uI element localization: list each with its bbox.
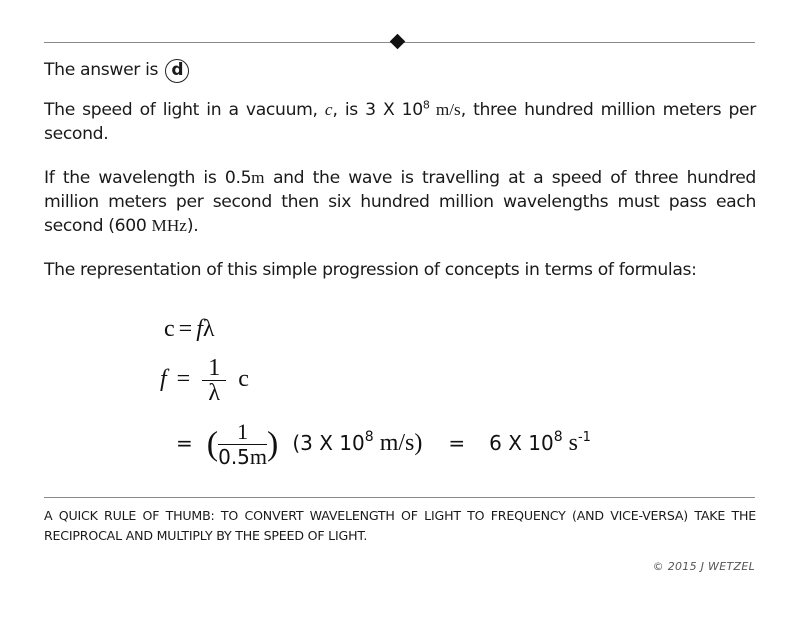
answer-prefix: The answer is bbox=[44, 60, 159, 80]
copyright: © 2015 J WETZEL bbox=[652, 560, 755, 573]
result-exponent: 8 bbox=[553, 429, 563, 446]
formula-equals: = bbox=[176, 431, 193, 456]
unit-mhz: MHz bbox=[151, 216, 187, 235]
fraction-denominator: λ bbox=[208, 380, 221, 406]
speed-exponent: 8 bbox=[364, 429, 374, 446]
fraction-denominator bbox=[218, 445, 267, 469]
formula-equals: = bbox=[176, 366, 191, 393]
formula-f-equals-inverse-lambda-c bbox=[160, 356, 249, 405]
formula-c: c bbox=[238, 366, 249, 393]
fraction-one-over-half-meter bbox=[218, 420, 267, 469]
wavelength-text-2: and the wave is travelling at a speed of three hundred million meters per second then six hundred million wavelengths must pass each second (600 bbox=[44, 168, 756, 236]
result-unit-exponent: -1 bbox=[577, 430, 591, 446]
speed-of-light-paragraph bbox=[44, 98, 756, 146]
formula-c: c bbox=[164, 316, 175, 342]
formula-calculation bbox=[176, 420, 591, 469]
right-paren: ) bbox=[267, 425, 279, 463]
formula-lambda: λ bbox=[202, 316, 215, 342]
formula-equals: = bbox=[178, 316, 193, 342]
denominator-value: 0.5 bbox=[218, 445, 250, 469]
fraction-numerator: 1 bbox=[202, 356, 226, 381]
diamond-divider-icon bbox=[390, 34, 406, 50]
speed-text-2: , is 3 X 10 bbox=[332, 100, 423, 120]
answer-line bbox=[44, 58, 756, 83]
denominator-unit: m bbox=[249, 444, 268, 469]
unit-ms: m/s bbox=[429, 100, 461, 119]
wavelength-text-3: ). bbox=[186, 216, 199, 236]
result-value bbox=[489, 430, 591, 456]
speed-unit: m/s) bbox=[373, 430, 423, 457]
formula-c-equals-f-lambda bbox=[164, 316, 215, 343]
rule-of-thumb-note: A QUICK RULE OF THUMB: TO CONVERT WAVELENGTH OF LIGHT TO FREQUENCY (AND VICE-VERSA) TAKE THE RECIPROCAL AND MULTIPLY BY THE SPEED OF LIGHT. bbox=[44, 508, 756, 543]
formula-f: f bbox=[160, 366, 167, 393]
left-paren: ( bbox=[206, 425, 219, 463]
answer-choice-badge: d bbox=[165, 59, 189, 83]
representation-paragraph: The representation of this simple progression of concepts in terms of formulas: bbox=[44, 260, 697, 280]
result: 6 X 10 bbox=[489, 431, 554, 456]
fraction-one-over-lambda bbox=[202, 356, 226, 405]
speed-value bbox=[292, 430, 422, 456]
speed-open: (3 X 10 bbox=[292, 431, 365, 456]
exponent: 8 bbox=[422, 98, 430, 112]
fraction-numerator: 1 bbox=[218, 420, 267, 445]
formula-equals: = bbox=[448, 431, 466, 456]
formula-f: f bbox=[196, 316, 203, 342]
wavelength-paragraph bbox=[44, 166, 756, 238]
symbol-c: c bbox=[324, 100, 333, 119]
speed-text-1: The speed of light in a vacuum, bbox=[44, 100, 325, 120]
unit-m: m bbox=[251, 168, 265, 187]
speed-text-3: , three hundred million meters per second. bbox=[44, 100, 756, 144]
wavelength-text-1: If the wavelength is 0.5 bbox=[44, 168, 252, 188]
result-unit: s bbox=[562, 430, 578, 457]
bottom-divider bbox=[44, 497, 755, 498]
